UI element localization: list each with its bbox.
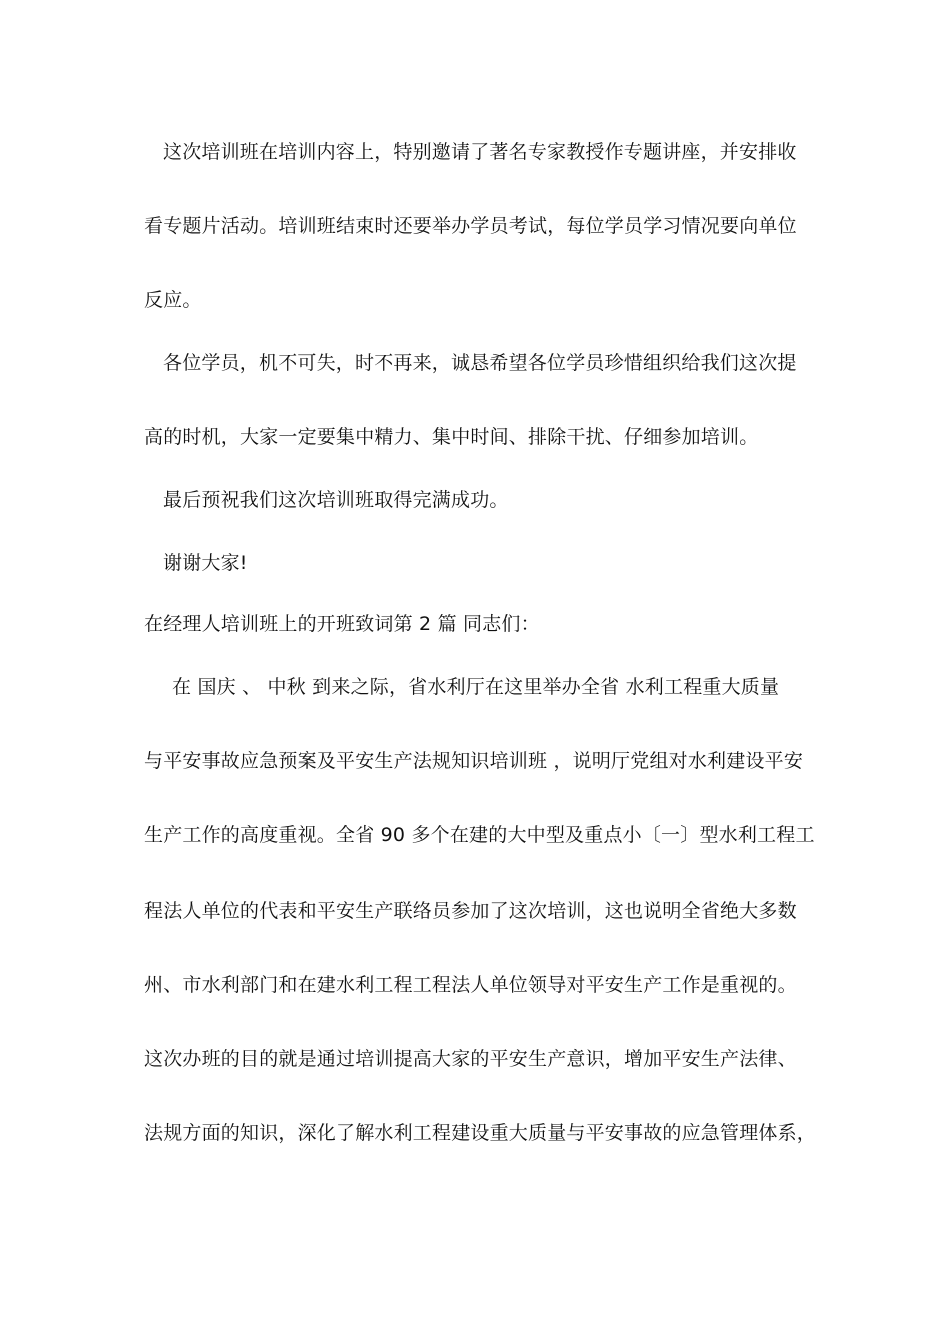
paragraph-line: 各位学员，机不可失，时不再来，诚恳希望各位学员珍惜组织给我们这次提 — [163, 352, 797, 374]
paragraph-line: 生产工作的高度重视。全省 90 多个在建的大中型及重点小〔一〕型水利工程工 — [144, 824, 815, 846]
paragraph-line: 程法人单位的代表和平安生产联络员参加了这次培训，这也说明全省绝大多数 — [144, 900, 797, 922]
paragraph-line: 谢谢大家! — [163, 552, 248, 574]
paragraph-line: 与平安事故应急预案及平安生产法规知识培训班 ，说明厅党组对水利建设平安 — [144, 750, 804, 772]
paragraph-line: 这次办班的目的就是通过培训提高大家的平安生产意识，增加平安生产法律、 — [144, 1048, 797, 1070]
paragraph-line: 州、市水利部门和在建水利工程工程法人单位领导对平安生产工作是重视的。 — [144, 974, 797, 996]
paragraph-line: 最后预祝我们这次培训班取得完满成功。 — [163, 489, 509, 511]
paragraph-line: 法规方面的知识，深化了解水利工程建设重大质量与平安事故的应急管理体系， — [144, 1122, 817, 1144]
paragraph-line: 这次培训班在培训内容上，特别邀请了著名专家教授作专题讲座，并安排收 — [163, 141, 797, 163]
section-heading: 在经理人培训班上的开班致词第 2 篇 同志们： — [144, 613, 540, 635]
paragraph-line: 高的时机，大家一定要集中精力、集中时间、排除干扰、仔细参加培训。 — [144, 426, 759, 448]
paragraph-line: 反应。 — [144, 289, 202, 311]
paragraph-line: 看专题片活动。培训班结束时还要举办学员考试，每位学员学习情况要向单位 — [144, 215, 797, 237]
paragraph-line: 在 国庆 、 中秋 到来之际，省水利厅在这里举办全省 水利工程重大质量 — [172, 676, 780, 698]
